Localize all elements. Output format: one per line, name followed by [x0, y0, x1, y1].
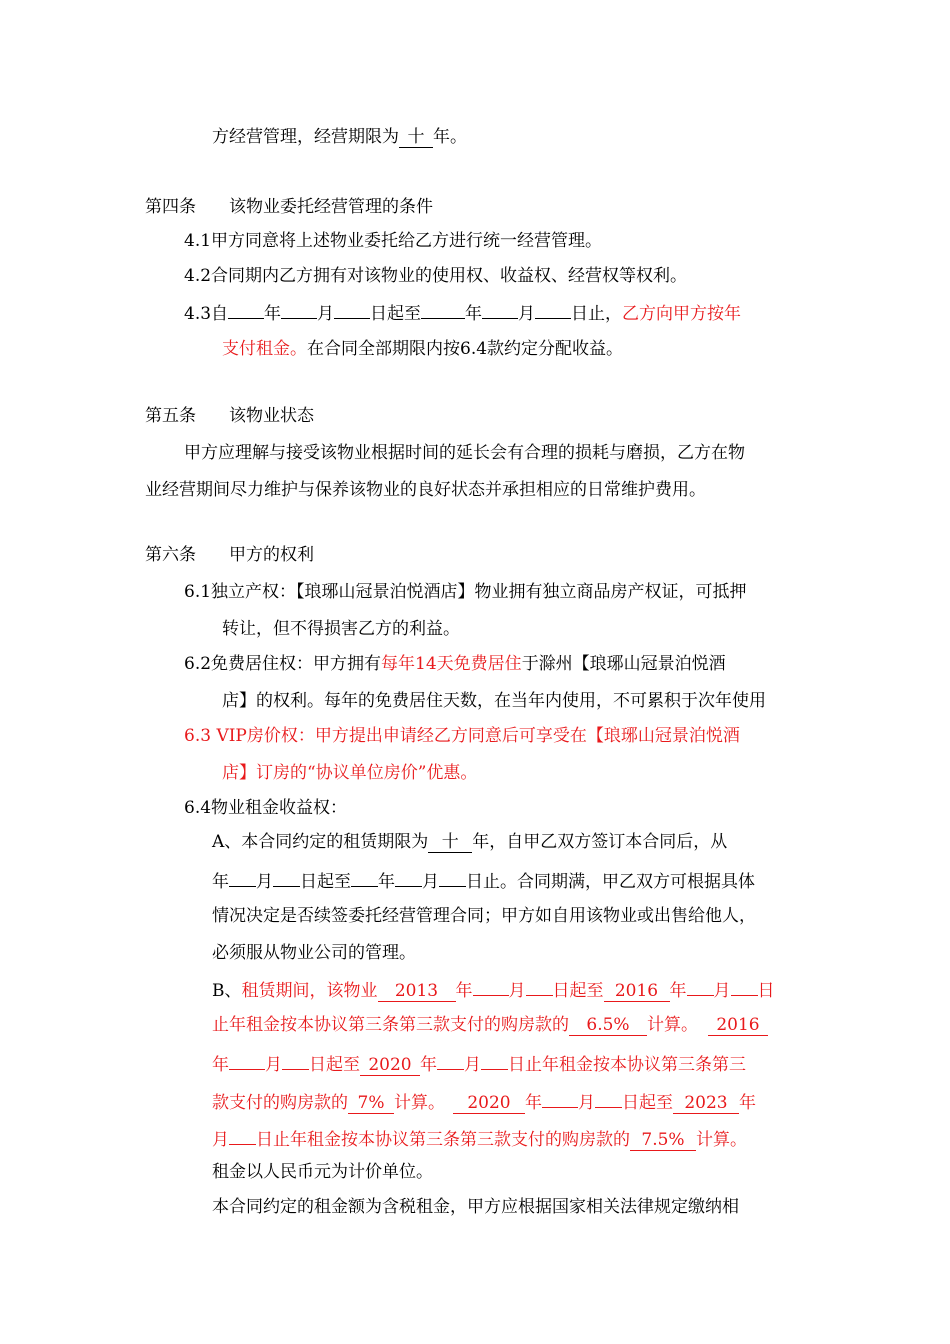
b-prefix: B、	[212, 981, 242, 1001]
b-year-2016: 2016	[604, 982, 670, 1002]
clause3-end-suffix: 年。	[433, 127, 467, 147]
from-label: 日起至	[309, 1055, 360, 1075]
clause3-end-text: 方经营管理，经营期限为	[212, 127, 399, 147]
calc-label: 计算。	[647, 1015, 698, 1035]
clause6-number: 第六条	[145, 545, 196, 565]
from-label: 日起至	[622, 1093, 673, 1113]
clause6-2-line2: 店】的权利。每年的免费居住天数，在当年内使用，不可累积于次年使用	[222, 691, 766, 711]
clause5-number: 第五条	[145, 406, 196, 426]
from-label: 日起至	[300, 872, 351, 892]
b-year-2020-b: 2020	[453, 1094, 525, 1114]
clause6-4-title: 6.4物业租金收益权：	[184, 798, 348, 818]
b-year-2020: 2020	[360, 1056, 420, 1076]
b-line4-start: 款支付的购房款的	[212, 1093, 348, 1113]
a-line2-end: 日止。合同期满，甲乙双方可根据具体	[466, 872, 755, 892]
clause4-item-3	[184, 299, 741, 323]
clause6-4-b-line2	[212, 1013, 768, 1037]
month-label: 月	[464, 1055, 481, 1075]
clause6-4-a-line4: 必须服从物业公司的管理。	[212, 943, 416, 963]
clause6-2-line1	[184, 652, 726, 676]
clause4-red-text-2: 支付租金。	[222, 339, 307, 359]
clause6-4-b-line6: 租金以人民币元为计价单位。	[212, 1162, 433, 1182]
to-day-label: 日止，	[571, 304, 623, 324]
clause5-body-line2: 业经营期间尽力维护与保养该物业的良好状态并承担相应的日常维护费用。	[145, 480, 706, 500]
year-label: 年	[264, 304, 282, 324]
clause6-4-b-line4	[212, 1088, 756, 1112]
clause6-1-line2: 转让，但不得损害乙方的利益。	[222, 619, 460, 639]
month-label: 月	[212, 1130, 229, 1150]
clause3-years: 十	[399, 128, 433, 148]
clause4-item-3-cont	[222, 337, 623, 361]
b-rate-6-5: 6.5%	[569, 1016, 647, 1036]
clause4-red-text: 乙方向甲方按年	[622, 304, 742, 324]
month-label: 月	[578, 1093, 595, 1113]
from-label: 日起至	[370, 304, 422, 324]
clause6-4-a-line2	[212, 867, 755, 891]
clause4-item-1: 4.1甲方同意将上述物业委托给乙方进行统一经营管理。	[184, 231, 603, 251]
clause6-title: 甲方的权利	[229, 545, 314, 565]
month-label: 月	[422, 872, 439, 892]
clause6-4-b-line5	[212, 1125, 747, 1149]
clause4-heading	[145, 195, 433, 219]
clause5-body-line1: 甲方应理解与接受该物业根据时间的延长会有合理的损耗与磨损，乙方在物	[184, 443, 745, 463]
a-years: 十	[428, 833, 472, 853]
year-label: 年	[212, 872, 229, 892]
year-label: 年	[212, 1055, 229, 1075]
calc-label: 计算。	[696, 1130, 747, 1150]
clause6-3-line1: 6.3 VIP房价权：甲方提出申请经乙方同意后可享受在【琅琊山冠景泊悦酒	[184, 726, 740, 746]
year-label: 年	[378, 872, 395, 892]
clause6-tax-line1: 本合同约定的租金额为含税租金，甲方应根据国家相关法律规定缴纳相	[212, 1197, 739, 1217]
clause6-2-start: 6.2免费居住权：甲方拥有	[184, 654, 382, 674]
a-line1-start: A、本合同约定的租赁期限为	[212, 832, 429, 852]
clause4-item-3-start: 4.3自	[184, 304, 229, 324]
b-line5-mid: 日止年租金按本协议第三条第三款支付的购房款的	[256, 1130, 630, 1150]
b-line3-end: 日止年租金按本协议第三条第三	[508, 1055, 746, 1075]
clause4-title: 该物业委托经营管理的条件	[229, 197, 433, 217]
clause5-heading	[145, 404, 314, 428]
b-rate-7-5: 7.5%	[630, 1131, 696, 1151]
clause6-heading	[145, 543, 314, 567]
clause4-number: 第四条	[145, 197, 196, 217]
clause4-item-2: 4.2合同期内乙方拥有对该物业的使用权、收益权、经营权等权利。	[184, 266, 688, 286]
clause6-2-red-text: 每年14天免费居住	[381, 654, 522, 674]
b-year-2023: 2023	[673, 1094, 739, 1114]
clause6-4-b-line1	[212, 976, 775, 1000]
clause6-4-a-line1	[212, 830, 727, 854]
calc-label: 计算。	[394, 1093, 445, 1113]
b-year-2013: 2013	[378, 982, 456, 1002]
b-rate-7: 7%	[348, 1094, 394, 1114]
year-label: 年	[465, 304, 483, 324]
month-label: 月	[713, 981, 731, 1001]
clause6-1-line1: 6.1独立产权：【琅琊山冠景泊悦酒店】物业拥有独立商品房产权证，可抵押	[184, 582, 747, 602]
b-year-2016-b: 2016	[708, 1016, 768, 1036]
from-label: 日起至	[552, 981, 604, 1001]
year-label: 年	[739, 1093, 756, 1113]
month-label: 月	[508, 981, 526, 1001]
year-label: 年	[455, 981, 473, 1001]
clause5-title: 该物业状态	[229, 406, 314, 426]
clause4-item-3-end: 在合同全部期限内按6.4款约定分配收益。	[307, 339, 624, 359]
year-label: 年	[525, 1093, 542, 1113]
year-label: 年	[669, 981, 687, 1001]
b-line2-start: 止年租金按本协议第三条第三款支付的购房款的	[212, 1015, 569, 1035]
day-label: 日	[757, 981, 775, 1001]
clause6-4-b-line3	[212, 1050, 746, 1074]
clause6-3-line2: 店】订房的“协议单位房价”优惠。	[222, 763, 478, 783]
month-label: 月	[518, 304, 536, 324]
clause3-end	[212, 125, 467, 149]
b-line1-start: 租赁期间，该物业	[241, 981, 378, 1001]
month-label: 月	[256, 872, 273, 892]
month-label: 月	[265, 1055, 282, 1075]
a-line1-end: 年，自甲乙双方签订本合同后，从	[472, 832, 728, 852]
month-label: 月	[317, 304, 335, 324]
clause6-4-a-line3: 情况决定是否续签委托经营管理合同；甲方如自用该物业或出售给他人，	[212, 906, 756, 926]
clause6-2-end: 于滁州【琅琊山冠景泊悦酒	[521, 654, 726, 674]
year-label: 年	[420, 1055, 437, 1075]
